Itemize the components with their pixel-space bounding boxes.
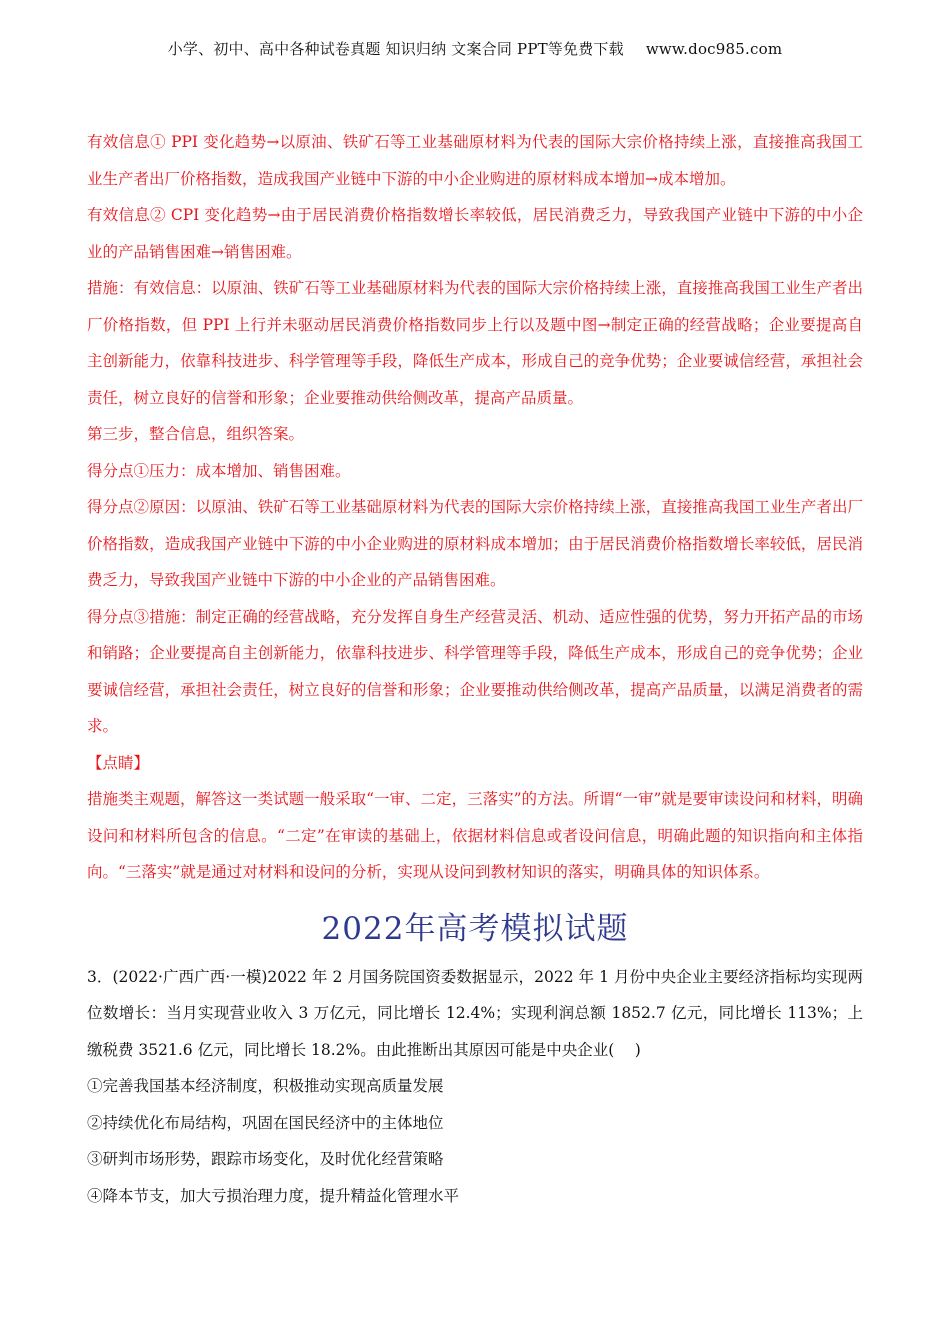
- analysis-step-three: 第三步，整合信息，组织答案。: [87, 425, 305, 443]
- question-option-2: ②持续优化布局结构，巩固在国民经济中的主体地位: [87, 1113, 444, 1132]
- scoring-point-1: 得分点①压力：成本增加、销售困难。: [87, 461, 351, 480]
- tips-text: 措施类主观题，解答这一类试题一般采取“一审、二定，三落实”的方法。所谓“一审”就是要审读设问和材料，明确设问和材料所包含的信息。“二定”在审读的基础上，依据材料信息或者设问信息，明确此题的知识指向和主体指向。“三落实”就是通过对材料和设问的分析，实现从设问到教材知识的落实，明确具体的知识体系。: [87, 790, 863, 881]
- scoring-point-3: 得分点③措施：制定正确的经营战略，充分发挥自身生产经营灵活、机动、适应性强的优势，努力开拓产品的市场和销路；企业要提高自主创新能力，依靠科技进步、科学管理等手段，降低生产成本，形成自己的竞争优势；企业要诚信经营，承担社会责任，树立良好的信誉和形象；企业要推动供给侧改革，提高产品质量，以满足消费者的需求。: [87, 607, 863, 735]
- question-option-3: ③研判市场形势，跟踪市场变化，及时优化经营策略: [87, 1150, 444, 1168]
- scoring-point-2: 得分点②原因：以原油、铁矿石等工业基础原材料为代表的国际大宗价格持续上涨，直接推高我国工业生产者出厂价格指数，造成我国产业链中下游的中小企业购进的原材料成本增加；由于居民消费价格指数增长率较低，居民消费乏力，导致我国产业链中下游的中小企业的产品销售困难。: [87, 498, 863, 589]
- header-url[interactable]: www.doc985.com: [645, 40, 783, 58]
- analysis-measures: 措施：有效信息：以原油、铁矿石等工业基础原材料为代表的国际大宗价格持续上涨，直接推高我国工业生产者出厂价格指数，但 PPI 上行并未驱动居民消费价格指数同步上行以及题中图→制定正确的经营战略；企业要提高自主创新能力，依靠科技进步、科学管理等手段，降低生产成本，形成自己的竞争优势；企业要诚信经营，承担社会责任，树立良好的信誉和形象；企业要推动供给侧改革，提高产品质量。: [87, 279, 863, 407]
- question-stem: 3．(2022·广西广西·一模)2022 年 2 月国务院国资委数据显示，2022 年 1 月份中央企业主要经济指标均实现两位数增长：当月实现营业收入 3 万亿元，同比增长 12.4%；实现利润总额 1852.7 亿元，同比增长 113%；上缴税费 3521.6 亿元，同比增长 18.2%。由此推断出其原因可能是中央企业( ): [87, 967, 863, 1059]
- page-header: [0, 38, 950, 59]
- question-option-1: ①完善我国基本经济制度，积极推动实现高质量发展: [87, 1077, 444, 1095]
- analysis-ppi: 有效信息① PPI 变化趋势→以原油、铁矿石等工业基础原材料为代表的国际大宗价格持续上涨，直接推高我国工业生产者出厂价格指数，造成我国产业链中下游的中小企业购进的原材料成本增加→成本增加。: [87, 133, 863, 188]
- question-option-4: ④降本节支，加大亏损治理力度，提升精益化管理水平: [87, 1186, 460, 1205]
- document-body: [87, 124, 863, 1214]
- section-title: 2022年高考模拟试题: [321, 910, 629, 947]
- tips-heading: 【点睛】: [87, 753, 150, 772]
- header-text: 小学、初中、高中各种试卷真题 知识归纳 文案合同 PPT等免费下载: [167, 40, 624, 58]
- analysis-cpi: 有效信息② CPI 变化趋势→由于居民消费价格指数增长率较低，居民消费乏力，导致我国产业链中下游的中小企业的产品销售困难→销售困难。: [87, 206, 863, 261]
